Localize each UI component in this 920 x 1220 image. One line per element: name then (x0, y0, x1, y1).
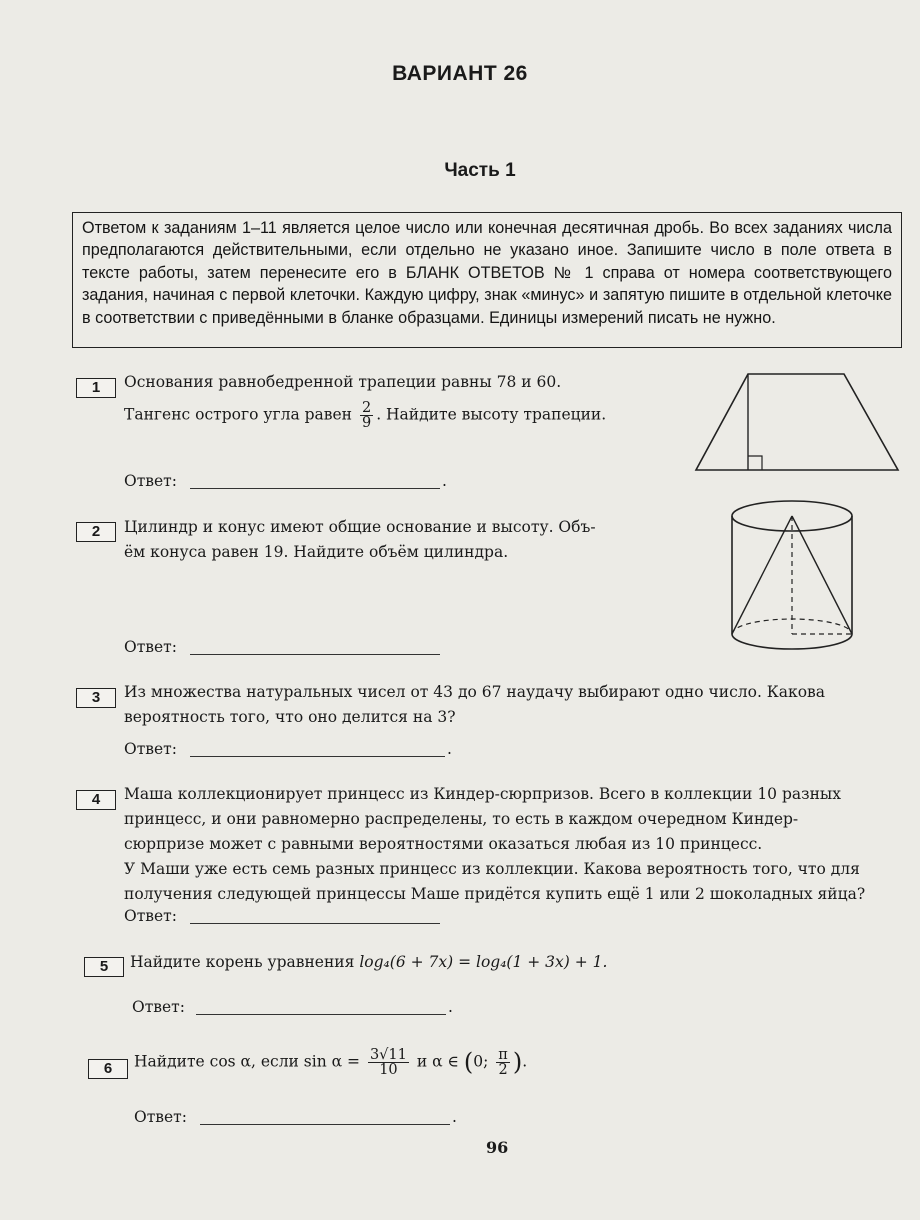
task-2-line1: Цилиндр и конус имеют общие основание и высоту. Объ- (124, 518, 596, 536)
task-6-right-paren: ) (512, 1048, 523, 1076)
task-2-line2: ём конуса равен 19. Найдите объём цилиндра. (124, 543, 509, 561)
task-5-answer-dot: . (448, 998, 453, 1016)
right-angle-mark (748, 456, 762, 470)
task-1-text (124, 370, 644, 430)
task-1-answer-label: Ответ: (124, 472, 177, 490)
task-4-line4: У Маши уже есть семь разных принцесс из коллекции. Какова вероятность того, что для (124, 860, 860, 878)
trapezoid-figure (688, 370, 910, 482)
task-3-line2: вероятность того, что оно делится на 3? (124, 708, 456, 726)
cylinder-bottom-front (732, 634, 852, 649)
task-3-answer-dot: . (447, 740, 452, 758)
task-1-frac-den: 9 (361, 415, 372, 431)
task-1-number: 1 (76, 378, 116, 398)
task-6-left-paren: ( (463, 1048, 474, 1076)
part-title: Часть 1 (444, 160, 516, 181)
task-1-frac-num: 2 (361, 400, 372, 416)
variant-title: ВАРИАНТ 26 (392, 62, 528, 85)
task-5-prompt: Найдите корень уравнения (130, 953, 355, 971)
task-6-answer-field[interactable] (200, 1124, 450, 1125)
task-6-interval-fraction (496, 1048, 510, 1077)
task-5-number: 5 (84, 957, 124, 977)
task-6-mid: и α ∈ (416, 1052, 459, 1071)
task-4-text (124, 782, 914, 907)
task-1-fraction (360, 401, 373, 430)
task-2-number: 2 (76, 522, 116, 542)
task-1-answer-field[interactable] (190, 488, 440, 489)
task-5-equation: log₄(6 + 7x) = log₄(1 + 3x) + 1. (359, 953, 608, 971)
task-6-before: Найдите cos α, если sin α = (134, 1052, 361, 1071)
task-2-text (124, 515, 644, 565)
task-1-line1: Основания равнобедренной трапеции равны 78 и 60. (124, 373, 562, 391)
task-6-sin-fraction (368, 1048, 409, 1077)
task-1-answer-dot: . (442, 472, 447, 490)
task-1-line2-after: . Найдите высоту трапеции. (376, 405, 607, 424)
instructions-box: Ответом к заданиям 1–11 является целое число или конечная десятичная дробь. Во всех заданиях числа предполагаются действительными, если отдельно не указано иное. Запишите число в поле ответа в тексте работы, затем перенесите его в БЛАНК ОТВЕТОВ № 1 справа от номера соответствующего задания, начиная с первой клеточки. Каждую цифру, знак «минус» и запятую пишите в отдельной клеточке в соответствии с приведёнными в бланке образцами. Единицы измерений писать не нужно. (72, 212, 902, 348)
task-3-line1: Из множества натуральных чисел от 43 до 67 наудачу выбирают одно число. Какова (124, 683, 826, 701)
task-3-answer-label: Ответ: (124, 740, 177, 758)
task-6-int-frac-num: π (498, 1047, 508, 1063)
task-5-text (130, 950, 830, 975)
cylinder-cone-figure (722, 494, 862, 662)
task-6-number: 6 (88, 1059, 128, 1079)
task-4-line1: Маша коллекционирует принцесс из Киндер-сюрпризов. Всего в коллекции 10 разных (124, 785, 841, 803)
task-1-line2-before: Тангенс острого угла равен (124, 405, 353, 424)
task-4-line5: получения следующей принцессы Маше придётся купить ещё 1 или 2 шоколадных яйца? (124, 885, 866, 903)
task-4-answer-label: Ответ: (124, 907, 177, 925)
task-6-frac-den: 10 (379, 1062, 398, 1078)
task-3-answer-field[interactable] (190, 756, 445, 757)
task-3-number: 3 (76, 688, 116, 708)
task-6-int-frac-den: 2 (498, 1062, 508, 1078)
task-6-text: Найдите cos α, если sin α = $\frac{3√11}{10}$ и α ∈ (0; $\frac{\pi}{2}$ ). (134, 1047, 528, 1078)
task-1-line2 (124, 401, 644, 430)
cone-right (792, 516, 852, 634)
task-4-line2: принцесс, и они равномерно распределены, то есть в каждом очередном Киндер- (124, 810, 799, 828)
task-2-answer-field[interactable] (190, 654, 440, 655)
task-4-number: 4 (76, 790, 116, 810)
task-6-answer-dot: . (452, 1108, 457, 1126)
task-6-interval-start: 0; (473, 1052, 489, 1071)
task-4-line3: сюрпризе может с равными вероятностями оказаться любая из 10 принцесс. (124, 835, 763, 853)
cone-left (732, 516, 792, 634)
task-5-answer-field[interactable] (196, 1014, 446, 1015)
task-5-answer-label: Ответ: (132, 998, 185, 1016)
page-number: 96 (486, 1138, 509, 1157)
task-4-answer-field[interactable] (190, 923, 440, 924)
task-6-frac-num: 3√11 (369, 1047, 407, 1063)
trapezoid-outline (696, 374, 898, 470)
task-2-answer-label: Ответ: (124, 638, 177, 656)
task-3-text (124, 680, 914, 730)
task-6-answer-label: Ответ: (134, 1108, 187, 1126)
